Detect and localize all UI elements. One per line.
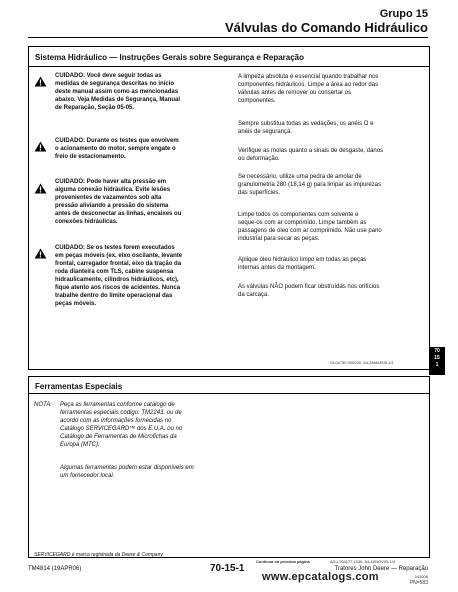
tab-line: 1 — [435, 362, 439, 368]
instruction-1 — [238, 73, 418, 105]
date-code: 043006 — [414, 574, 428, 579]
instruction-line: industrial para secar as peças. — [238, 236, 320, 242]
instruction-6 — [238, 256, 418, 272]
caution-line: medidas de segurança descritas no início — [55, 81, 175, 87]
tools-title-rule — [28, 393, 429, 394]
instruction-line: da carcaça. — [238, 292, 270, 298]
section2-reference-code: AG,LT04177,1038 -54-10NOV05-1/4 — [330, 559, 396, 564]
instruction-line: anéis de segurança. — [238, 129, 293, 135]
note-line: Algumas ferramentas podem estar disponíveis em — [60, 465, 194, 471]
note-line: Peça as ferramentas conforme catálogo de — [60, 402, 175, 408]
instruction-4 — [238, 173, 418, 197]
safety-title-rule — [28, 66, 429, 67]
warning-triangle-icon — [34, 183, 47, 194]
instruction-line: Sempre substitua todas as vedações, os anéis O e — [238, 121, 374, 127]
warning-triangle-icon — [34, 141, 47, 152]
caution-2 — [34, 139, 47, 157]
note-line: um fornecedor local. — [60, 473, 115, 479]
note-extra-text — [60, 464, 250, 480]
caution-line: roda dianteira com TLS, cabine suspensa — [55, 269, 174, 275]
warning-triangle-icon — [34, 76, 47, 87]
tab-line: 70 — [434, 348, 440, 354]
section1-reference-code: GL04739 000030 -54-28MAR05-1/1 — [330, 360, 394, 365]
instruction-line: Aplique óleo hidráulico limpo em todas as peças — [238, 257, 367, 263]
caution-line: CUIDADO: Pode haver alta pressão em — [55, 179, 167, 185]
page-number: 70-15-1 — [210, 563, 245, 574]
caution-line: abaixo. Veja Medidas de Segurança, Manual — [55, 97, 181, 103]
instruction-line: ou deformação. — [238, 156, 280, 162]
caution-line: peças móveis. — [55, 301, 97, 307]
trademark-note: SERVICEGARD é marca registrada da Deere & Company — [34, 552, 163, 558]
caution-line: fique atento aos riscos de acidentes. Nunca — [55, 285, 181, 291]
caution-line: o acionamento do motor, sempre engate o — [55, 146, 176, 152]
safety-section-title: Sistema Hidráulico — Instruções Gerais sobre Segurança e Reparação — [35, 53, 304, 62]
caution-line: freio de estacionamento. — [55, 154, 126, 160]
header-divider — [28, 37, 428, 38]
caution-line: em peças móveis (ex. eixo oscilante, levante — [55, 253, 183, 259]
caution-text-1 — [55, 72, 190, 112]
instruction-line: As válvulas NÃO podem ficar obstruídas nos orifícios — [238, 284, 380, 290]
caution-line: hidraulicamente, cilindros hidráulicos, etc), — [55, 277, 179, 283]
caution-line: CUIDADO: Se os testes forem executados — [55, 245, 175, 251]
caution-line: CUIDADO: Você deve seguir todas as — [55, 73, 162, 79]
instruction-line: Limpe todos os componentes com solvente e — [238, 212, 359, 218]
group-number: Grupo 15 — [379, 8, 428, 20]
caution-line: conexões hidráulicas. — [55, 219, 118, 225]
instruction-5 — [238, 211, 418, 243]
instruction-line: passagens de óleo com ar comprimido. Não use pano — [238, 228, 382, 234]
warning-triangle-icon — [34, 248, 47, 259]
instruction-line: componentes. — [238, 98, 276, 104]
caution-line: pressão aliviando a pressão do sistema — [55, 203, 169, 209]
tab-line: 15 — [434, 355, 440, 361]
instruction-3 — [238, 147, 418, 163]
note-text — [60, 401, 250, 449]
instruction-2 — [238, 120, 418, 136]
caution-text-4 — [55, 244, 190, 308]
caution-line: trabalhe dentro do limite operacional das — [55, 293, 173, 299]
watermark-url: www.epcatalogs.com — [262, 571, 379, 583]
instruction-line: Se necessário, utilize uma pedra de amolar de — [238, 174, 362, 180]
caution-line: provenientes de vazamentos sob alta — [55, 195, 162, 201]
instruction-line: componentes hidráulicos. Limpe a área ao redor das — [238, 82, 379, 88]
caution-line: frontal, carregador frontal, eixo da tração da — [55, 261, 182, 267]
instruction-7 — [238, 283, 418, 299]
instruction-line: granulometria 280 (18,14 g) para limpar as impurezas — [238, 182, 382, 188]
instruction-line: seque-os com ar comprimido. Limpe também as — [238, 220, 367, 226]
continued-note: Continua na próxima página — [256, 559, 310, 564]
instruction-line: internas antes da montagem. — [238, 265, 316, 271]
instruction-line: Verifique as molas quanto a sinais de desgaste, danos — [238, 148, 384, 154]
page-title: Válvulas do Comando Hidráulico — [225, 20, 428, 35]
note-line: Europa (MTC). — [60, 442, 100, 448]
tools-section-title: Ferramentas Especiais — [35, 382, 123, 391]
caution-line: de Reparação, Seção 05-05. — [55, 105, 135, 111]
book-title: Tratores John Deere — Reparação — [334, 566, 428, 572]
caution-1 — [34, 74, 47, 92]
manual-code: TM4814 (19APR06) — [28, 566, 82, 572]
note-line: Catálogo SERVICEGARD™ dos E.U.A. ou no — [60, 426, 183, 432]
pn-code: PN=583 — [409, 580, 428, 586]
caution-line: alguma conexão hidráulica. Evite lesões — [55, 187, 171, 193]
note-label: NOTA: — [34, 402, 52, 408]
caution-3 — [34, 181, 47, 199]
caution-line: CUIDADO: Durante os testes que envolvem — [55, 138, 179, 144]
caution-text-3 — [55, 178, 190, 226]
note-line: Catálogo de Ferramentas de Microfichas da — [60, 434, 177, 440]
section-tab — [429, 347, 445, 375]
caution-text-2 — [55, 137, 190, 161]
instruction-line: A limpeza absoluta é essencial quando trabalhar nos — [238, 74, 379, 80]
instruction-line: válvulas antes de remover ou consertar os — [238, 90, 352, 96]
caution-line: antes de desconectar as linhas, encaixes ou — [55, 211, 182, 217]
note-line: acordo com as informações fornecidas no — [60, 418, 172, 424]
note-line: ferramentas especiais código: TM2243, ou de — [60, 410, 182, 416]
caution-4 — [34, 246, 47, 264]
instruction-line: das superfícies. — [238, 190, 281, 196]
caution-line: deste manual assim como as mencionadas — [55, 89, 179, 95]
